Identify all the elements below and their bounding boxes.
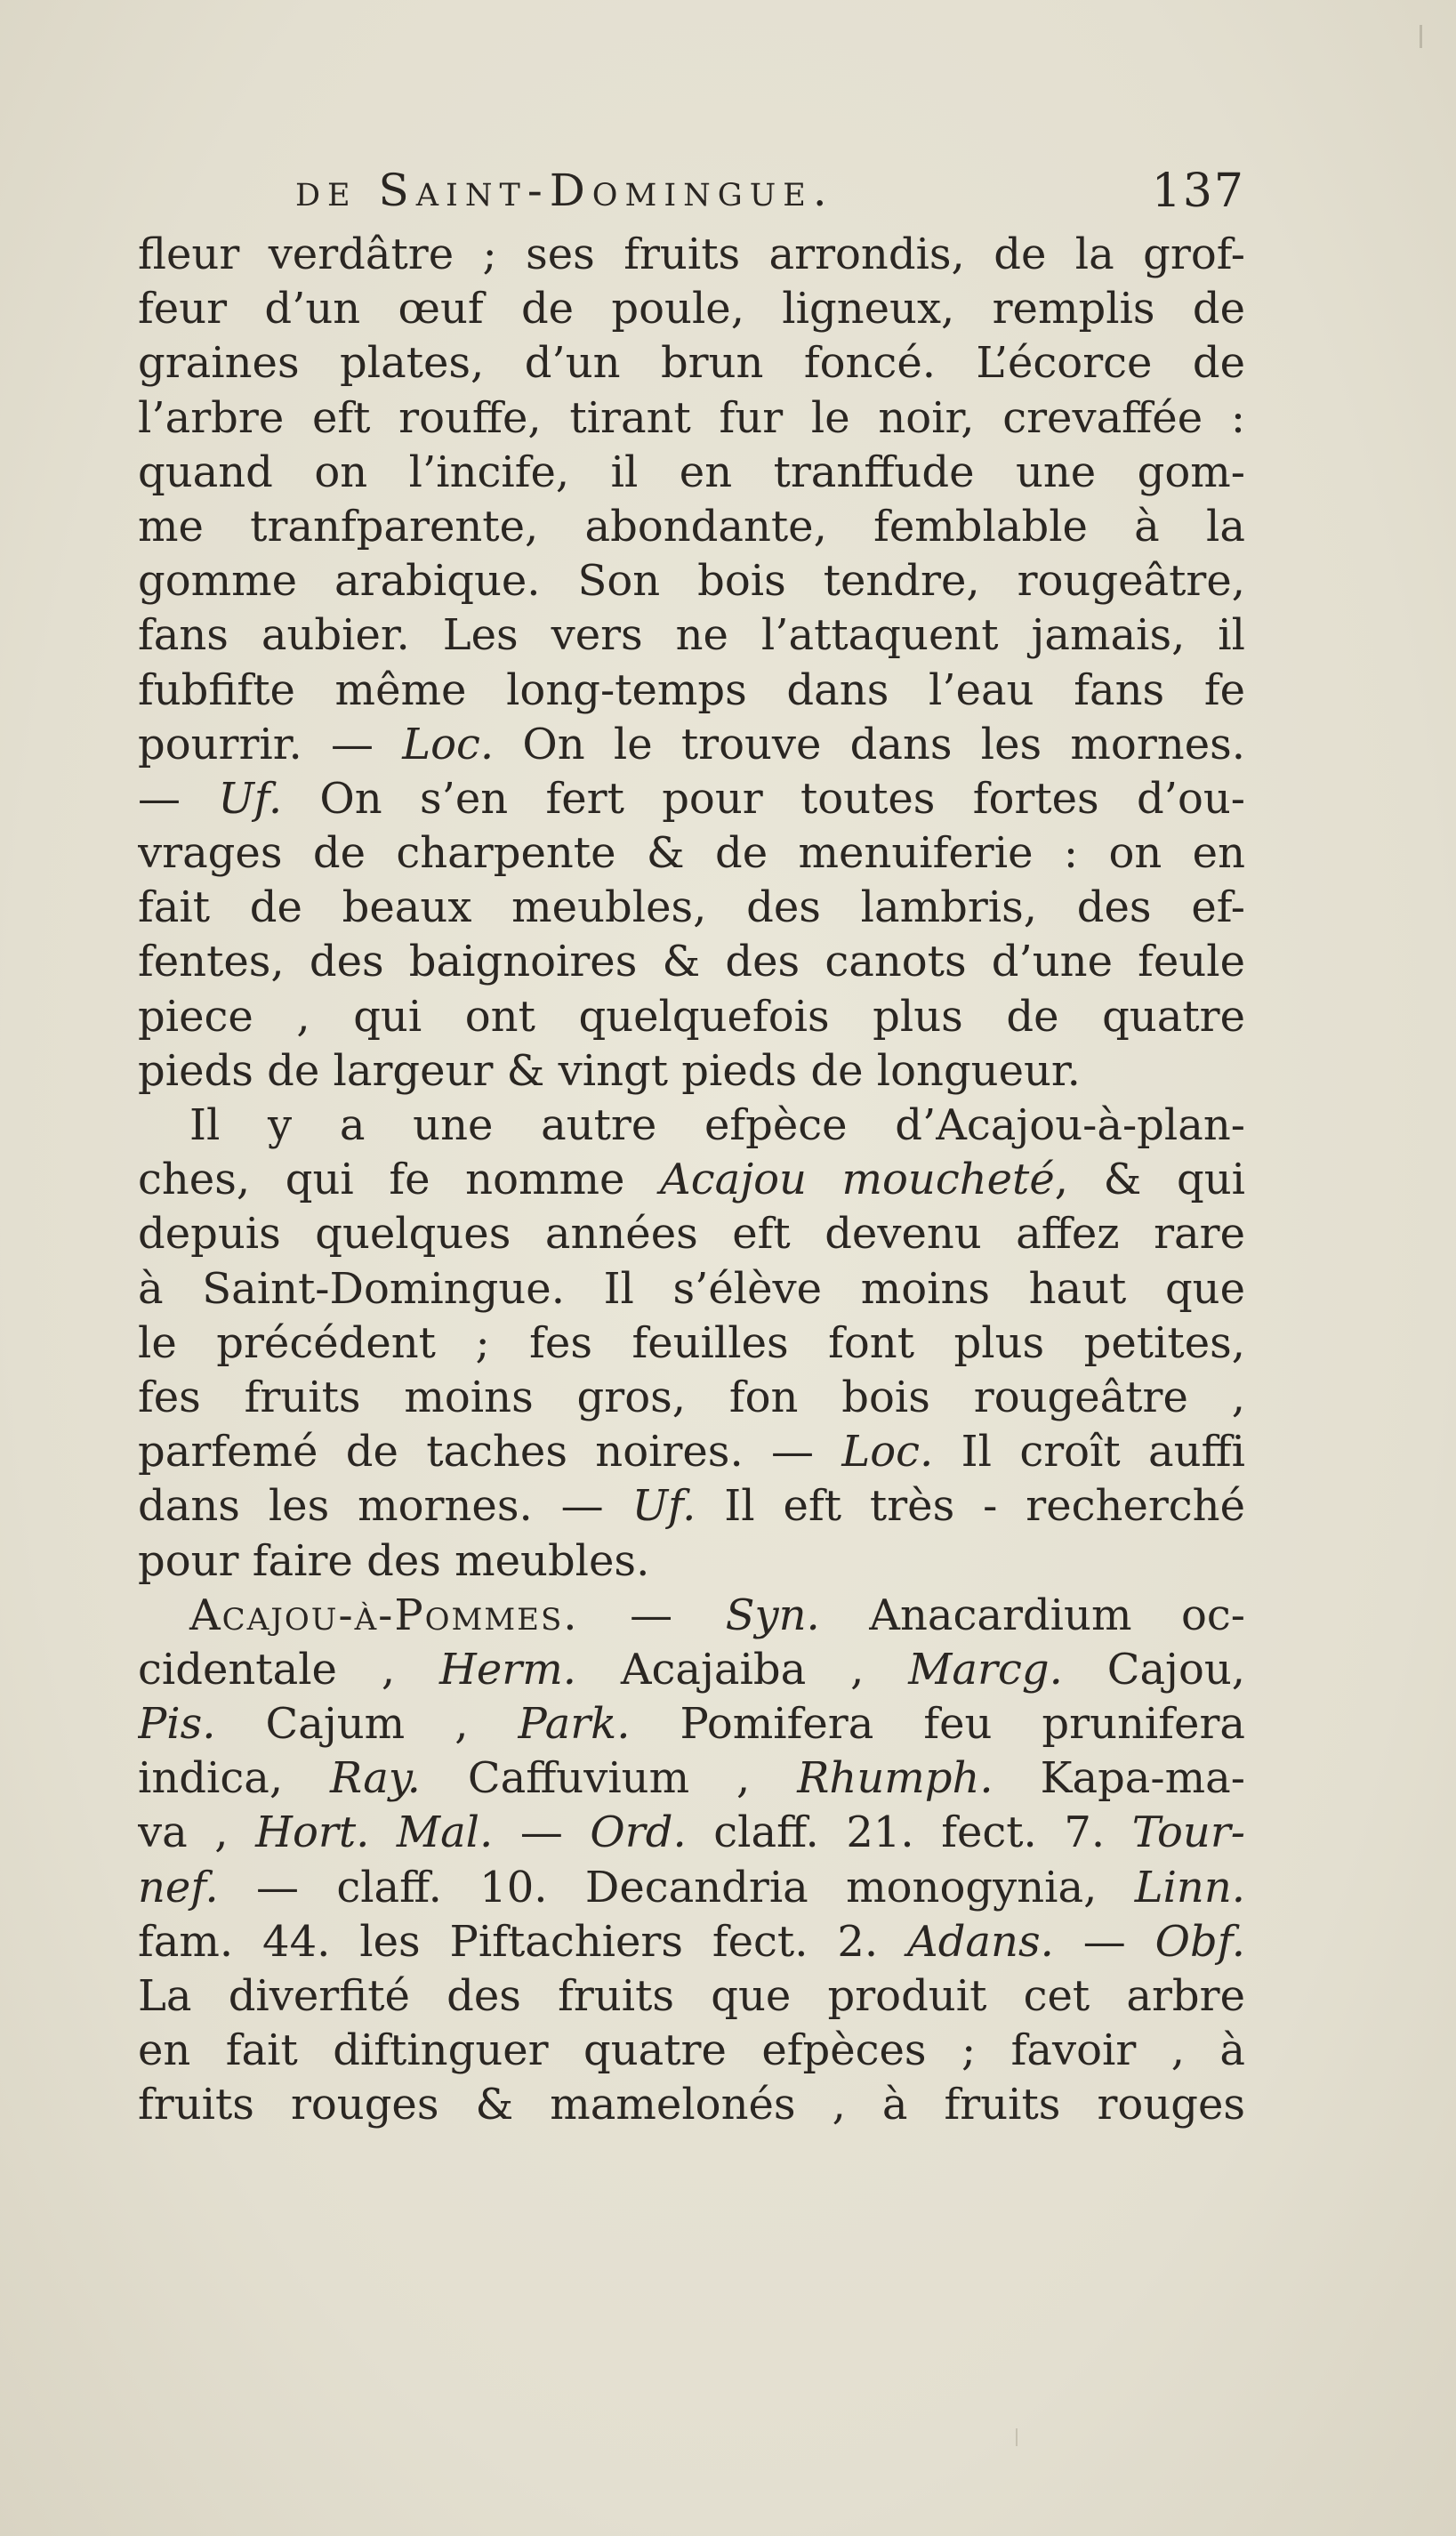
text-line: fleur verdâtre ; ses fruits arrondis, de la grof- — [138, 229, 1245, 279]
text-span: — — [493, 1807, 591, 1858]
text-line — [138, 1806, 1245, 1860]
text-line — [138, 1153, 1245, 1207]
text-line: à Saint-Domingue. Il s’élève moins haut que — [138, 1263, 1245, 1314]
text-line: me tranfparente, abondante, femblable à la — [138, 501, 1245, 551]
text-span: , & qui — [1054, 1155, 1245, 1205]
italic-label: Loc. — [402, 719, 495, 769]
text-line: fentes, des baignoires & des canots d’une feule — [138, 937, 1245, 987]
text-line — [138, 1479, 1245, 1534]
text-line: l’arbre eft rouffe, tirant fur le noir, crevaffée : — [138, 392, 1245, 443]
text-line: feur d’un œuf de poule, ligneux, remplis de — [138, 284, 1245, 334]
text-line: La diverfité des fruits que produit cet arbre — [138, 1971, 1245, 2021]
text-line — [138, 1915, 1245, 1969]
text-line: fruits rouges & mamelonés , à fruits rouges — [138, 2080, 1245, 2130]
italic-label: Uf. — [631, 1481, 696, 1532]
running-head: de Saint-Domingue. — [295, 165, 834, 216]
italic-label: Pis. — [138, 1699, 216, 1750]
text-line: en fait diftinguer quatre efpèces ; favoir , à — [138, 2025, 1245, 2076]
text-line: pieds de largeur & vingt pieds de longueur. — [138, 1045, 1081, 1096]
italic-label: Acajou moucheté — [660, 1155, 1055, 1205]
text-span: dans les mornes. — — [138, 1481, 632, 1532]
text-span: pourrir. — — [138, 719, 403, 769]
italic-label: Syn. — [725, 1590, 820, 1640]
text-line: fes fruits moins gros, fon bois rougeâtre , — [138, 1372, 1245, 1422]
body-text — [138, 228, 1245, 2133]
text-span: va , — [138, 1807, 256, 1858]
text-line — [138, 1589, 1245, 1643]
text-span: Anacardium oc- — [819, 1590, 1245, 1640]
text-line: fans aubier. Les vers ne l’attaquent jamais, il — [138, 610, 1245, 661]
page-header — [295, 165, 1245, 227]
italic-label: Ord. — [590, 1807, 687, 1858]
text-span: indica, — [138, 1753, 331, 1804]
text-span: claff. 21. fect. 7. — [686, 1807, 1132, 1858]
italic-label: Park. — [518, 1699, 631, 1750]
text-line: pour faire des meubles. — [138, 1535, 650, 1586]
text-line — [138, 718, 1245, 772]
text-span: On le trouve dans les mornes. — [494, 719, 1245, 769]
text-line: Il y a une autre efpèce d’Acajou-à-plan- — [189, 1100, 1245, 1150]
text-span: — — [1053, 1916, 1155, 1967]
italic-label: Hort. Mal. — [255, 1807, 494, 1858]
italic-label: Ray. — [330, 1753, 421, 1804]
text-line: depuis quelques années eft devenu affez rare — [138, 1209, 1245, 1260]
text-span: Cajum , — [215, 1699, 519, 1750]
italic-label: Loc. — [841, 1427, 934, 1477]
text-line: quand on l’incife, il en tranffude une gom- — [138, 447, 1245, 497]
entry-heading: Acajou-à-Pommes. — — [189, 1590, 726, 1640]
text-span: fam. 44. les Piftachiers fect. 2. — [138, 1916, 908, 1967]
text-span: Il croît auffi — [933, 1427, 1245, 1477]
text-span: parfemé de taches noires. — — [138, 1427, 842, 1477]
text-line: piece , qui ont quelquefois plus de quatre — [138, 991, 1245, 1042]
italic-label: Linn. — [1134, 1862, 1245, 1912]
text-span: ches, qui fe nomme — [138, 1155, 661, 1205]
text-line: fait de beaux meubles, des lambris, des ef- — [138, 882, 1245, 933]
text-span: — — [138, 773, 219, 824]
italic-label: Tour- — [1131, 1807, 1245, 1858]
page-mark — [1016, 2428, 1018, 2446]
italic-label: Rhumph. — [797, 1753, 993, 1804]
text-line: fubfifte même long-temps dans l’eau fans fe — [138, 664, 1245, 715]
text-span: Il eft très - recherché — [696, 1481, 1245, 1532]
text-span: On s’en fert pour toutes fortes d’ou- — [282, 773, 1245, 824]
page-number: 137 — [1151, 165, 1245, 218]
text-span: — claff. 10. Decandria monogynia, — [218, 1862, 1135, 1912]
text-line: graines plates, d’un brun foncé. L’écorce de — [138, 338, 1245, 389]
italic-label: Uf. — [218, 773, 283, 824]
text-line — [138, 1697, 1245, 1751]
text-line — [138, 1861, 1245, 1915]
italic-label: Marcg. — [908, 1644, 1063, 1695]
text-span: cidentale , — [138, 1644, 439, 1695]
text-line — [138, 1425, 1245, 1479]
page-mark — [1420, 25, 1422, 48]
text-line: le précédent ; fes feuilles font plus petites, — [138, 1317, 1245, 1368]
text-span: Acajaiba , — [575, 1644, 909, 1695]
text-span: Pomifera feu prunifera — [630, 1699, 1245, 1750]
text-span: Caffuvium , — [420, 1753, 798, 1804]
italic-label: Herm. — [438, 1644, 576, 1695]
text-span: Cajou, — [1062, 1644, 1245, 1695]
text-line: vrages de charpente & de menuiferie : on en — [138, 828, 1245, 879]
text-line — [138, 1751, 1245, 1806]
text-line: gomme arabique. Son bois tendre, rougeâtre, — [138, 556, 1245, 607]
text-line — [138, 1643, 1245, 1697]
text-line — [138, 772, 1245, 826]
italic-label: Obf. — [1154, 1916, 1245, 1967]
italic-label: Adans. — [907, 1916, 1054, 1967]
text-span: Kapa-ma- — [993, 1753, 1245, 1804]
italic-label: nef. — [138, 1862, 219, 1912]
